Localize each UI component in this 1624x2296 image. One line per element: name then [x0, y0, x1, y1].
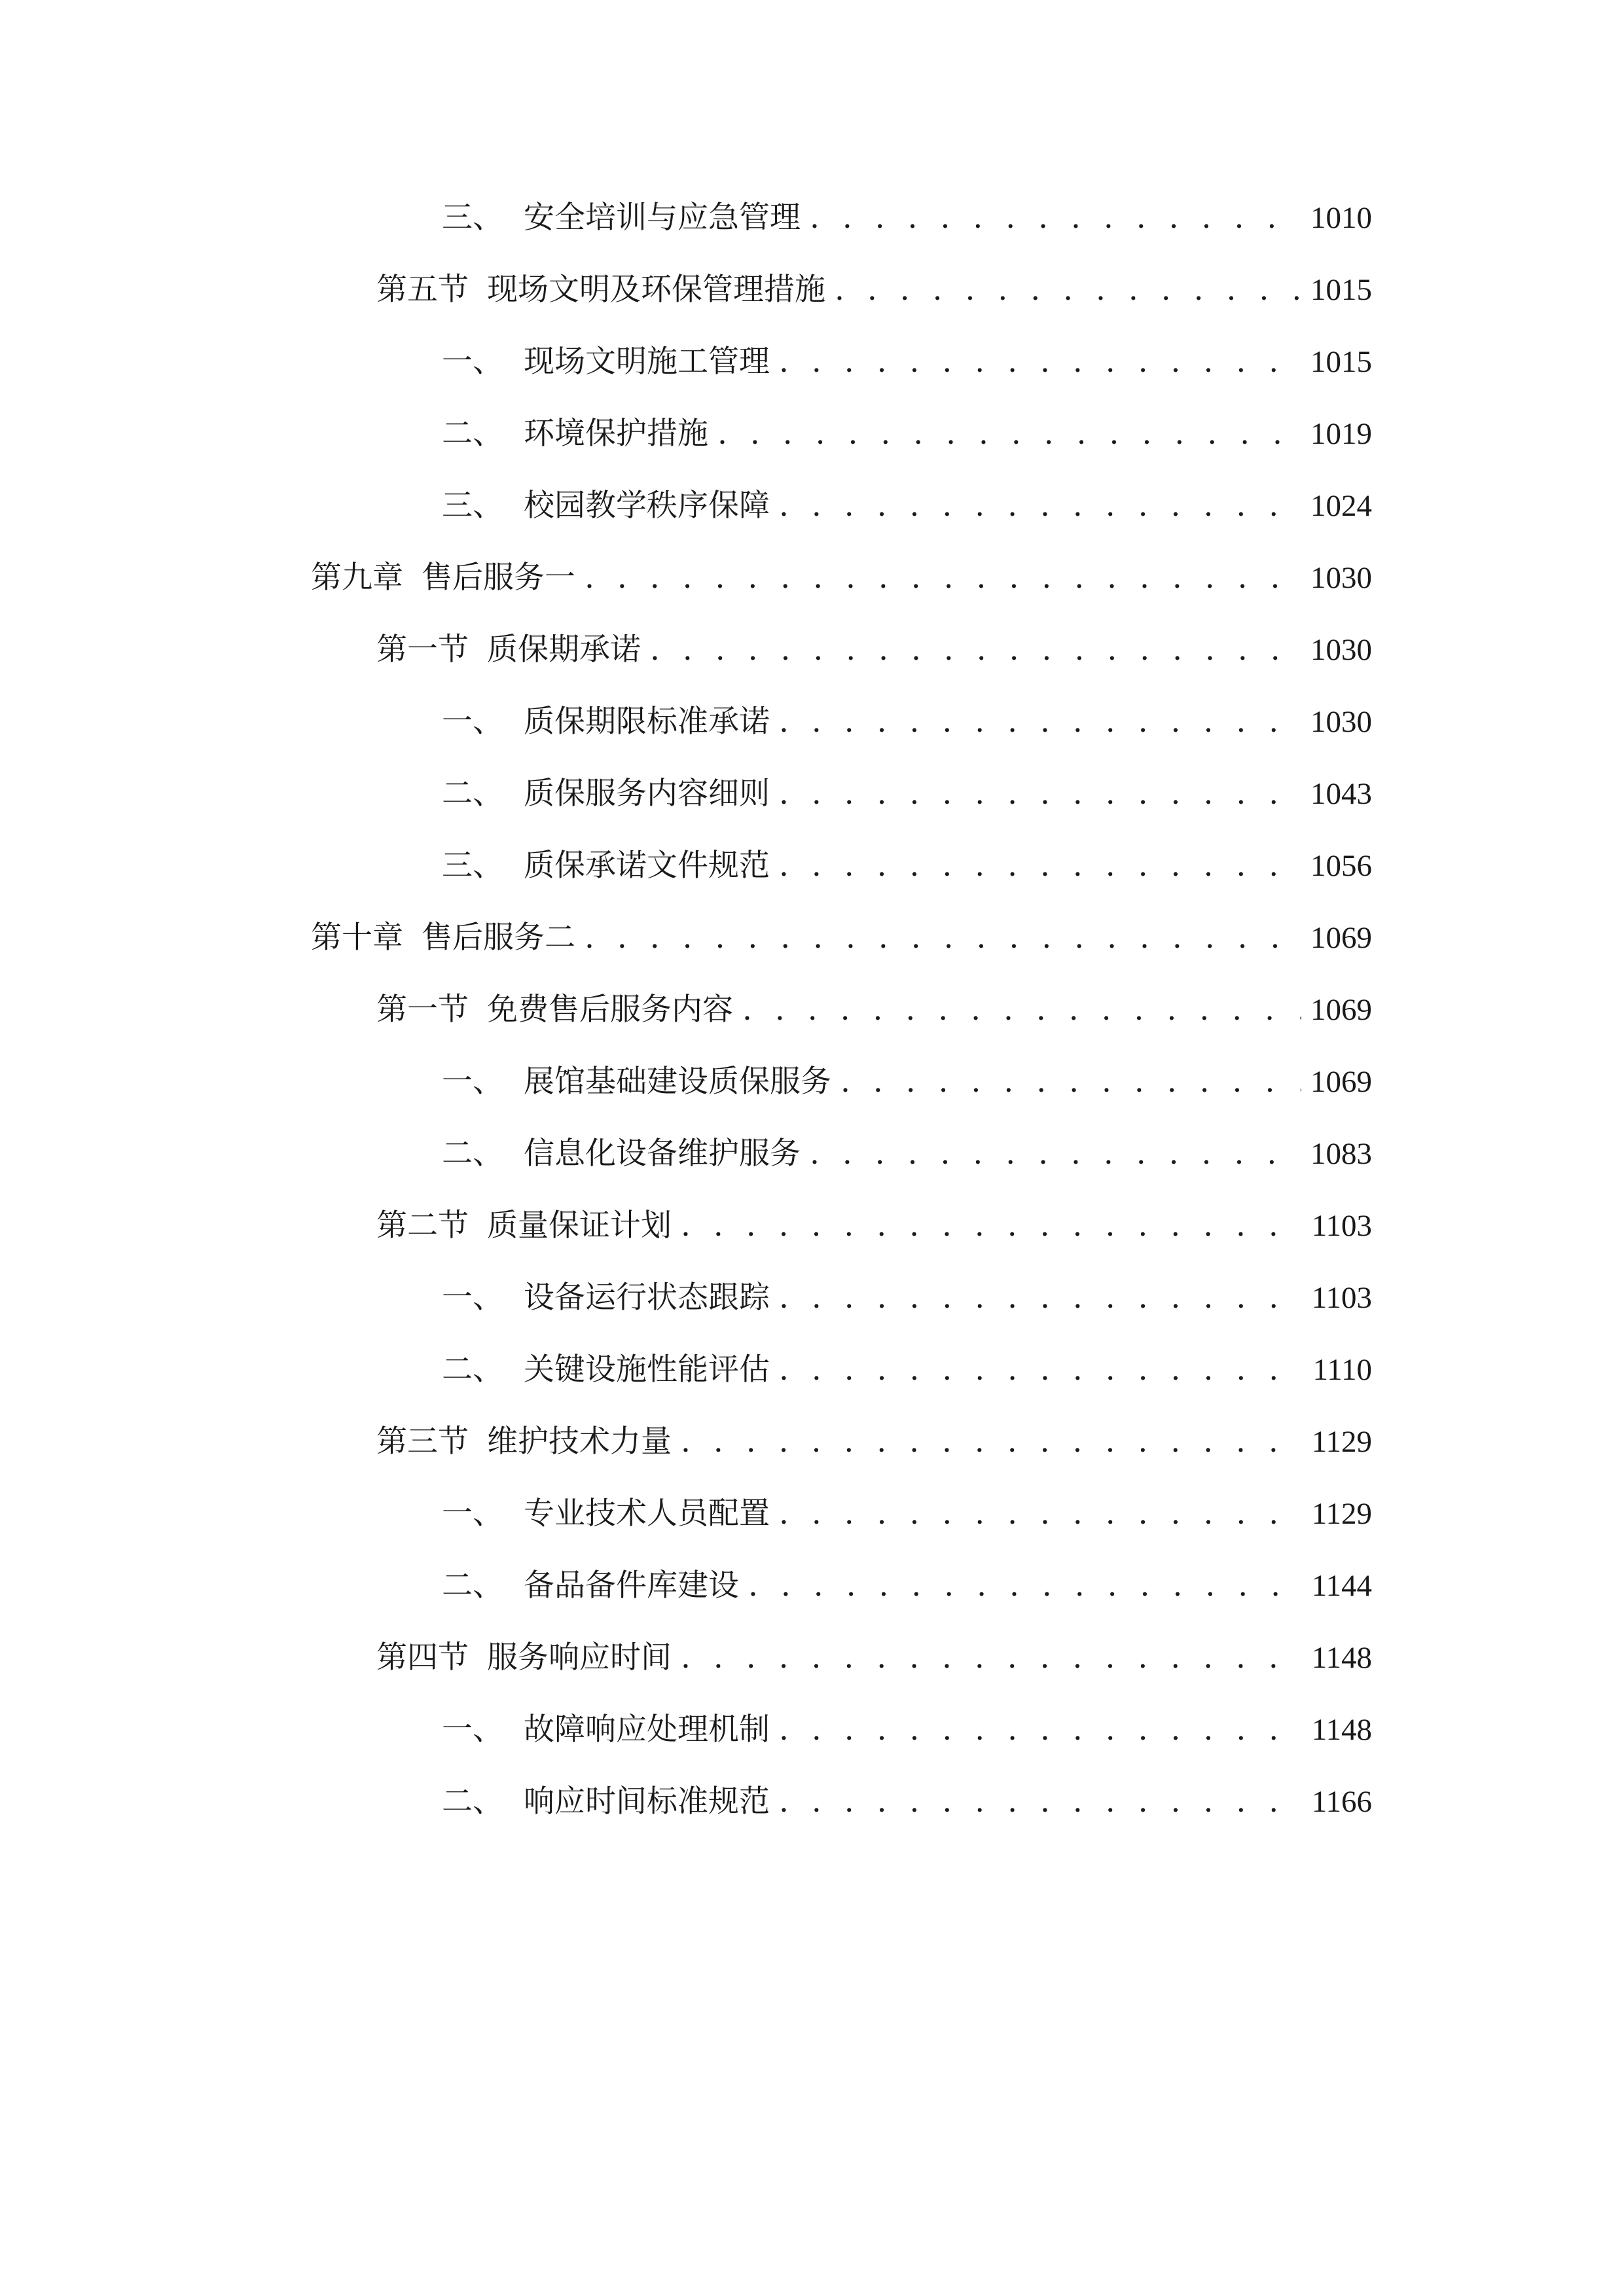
- toc-entry-number: 三、: [442, 488, 503, 524]
- toc-dot-leader: [681, 1632, 1303, 1684]
- toc-entry-page: 1024: [1310, 489, 1372, 523]
- toc-dot-leader: [681, 1200, 1303, 1252]
- toc-entry[interactable]: [442, 408, 1372, 460]
- toc-entry-title: 信息化设备维护服务: [524, 1136, 801, 1172]
- toc-entry-title: 响应时间标准规范: [524, 1784, 770, 1820]
- toc-entry[interactable]: [442, 1272, 1372, 1324]
- toc-entry[interactable]: [376, 1632, 1372, 1684]
- toc-entry-number: 二、: [442, 1568, 503, 1604]
- toc-dot-leader: [810, 192, 1301, 244]
- toc-entry-title: 质量保证计划: [487, 1208, 672, 1244]
- toc-entry-title: 备品备件库建设: [524, 1568, 739, 1604]
- toc-entry-title: 维护技术力量: [487, 1424, 672, 1460]
- toc-entry-number: 二、: [442, 1352, 503, 1388]
- toc-entry-title: 环境保护措施: [524, 416, 708, 452]
- toc-entry-number: 第一节: [376, 632, 469, 668]
- toc-entry-page: 1166: [1311, 1785, 1372, 1819]
- toc-dot-leader: [779, 696, 1301, 748]
- toc-entry-page: 1144: [1311, 1569, 1372, 1603]
- toc-entry-number: 第九章: [311, 560, 403, 596]
- toc-dot-leader: [585, 912, 1301, 964]
- toc-dot-leader: [835, 264, 1301, 316]
- toc-dot-leader: [748, 1560, 1303, 1612]
- toc-entry-page: 1069: [1310, 993, 1372, 1027]
- toc-entry-number: 二、: [442, 1136, 503, 1172]
- toc-entry[interactable]: [376, 1200, 1372, 1252]
- toc-entry[interactable]: [442, 1056, 1372, 1108]
- toc-entry-number: 一、: [442, 704, 503, 740]
- toc-dot-leader: [779, 768, 1301, 820]
- toc-entry-page: 1069: [1310, 1065, 1372, 1099]
- toc-entry[interactable]: [442, 1128, 1372, 1180]
- toc-entry-page: 1148: [1311, 1641, 1372, 1675]
- toc-dot-leader: [840, 1056, 1301, 1108]
- toc-entry-title: 质保承诺文件规范: [524, 848, 770, 884]
- toc-entry[interactable]: [311, 912, 1372, 964]
- toc-entry[interactable]: [376, 984, 1372, 1036]
- toc-entry[interactable]: [442, 768, 1372, 820]
- toc-entry[interactable]: [442, 696, 1372, 748]
- toc-entry-number: 一、: [442, 1280, 503, 1316]
- toc-entry-number: 二、: [442, 776, 503, 812]
- toc-entry[interactable]: [442, 1776, 1372, 1828]
- toc-entry-page: 1129: [1311, 1425, 1372, 1459]
- toc-entry-number: 第五节: [376, 272, 469, 308]
- toc-entry-title: 服务响应时间: [487, 1640, 672, 1676]
- toc-dot-leader: [742, 984, 1301, 1036]
- toc-entry-title: 免费售后服务内容: [487, 992, 733, 1028]
- toc-entry-page: 1103: [1311, 1209, 1372, 1243]
- toc-entry-page: 1069: [1310, 921, 1372, 955]
- toc-entry[interactable]: [442, 192, 1372, 244]
- toc-entry-number: 二、: [442, 1784, 503, 1820]
- toc-entry-page: 1148: [1311, 1713, 1372, 1747]
- toc-entry-title: 设备运行状态跟踪: [524, 1280, 770, 1316]
- toc-entry-page: 1030: [1310, 561, 1372, 595]
- toc-dot-leader: [681, 1416, 1303, 1468]
- toc-entry-number: 二、: [442, 416, 503, 452]
- toc-entry[interactable]: [376, 624, 1372, 676]
- toc-entry-title: 售后服务二: [422, 920, 575, 956]
- toc-entry-number: 三、: [442, 200, 503, 236]
- toc-entry[interactable]: [442, 840, 1372, 892]
- toc-entry-number: 第二节: [376, 1208, 469, 1244]
- toc-dot-leader: [779, 840, 1301, 892]
- toc-dot-leader: [779, 1776, 1303, 1828]
- toc-entry-number: 一、: [442, 1712, 503, 1748]
- toc-entry-page: 1015: [1310, 345, 1372, 379]
- toc-entry-number: 一、: [442, 1064, 503, 1100]
- toc-dot-leader: [779, 480, 1301, 532]
- toc-entry-number: 第四节: [376, 1640, 469, 1676]
- toc-entry-page: 1083: [1310, 1137, 1372, 1171]
- toc-entry[interactable]: [376, 264, 1372, 316]
- toc-dot-leader: [650, 624, 1301, 676]
- toc-entry-title: 展馆基础建设质保服务: [524, 1064, 831, 1100]
- toc-entry-number: 第三节: [376, 1424, 469, 1460]
- toc-entry-title: 关键设施性能评估: [524, 1352, 770, 1388]
- toc-entry-number: 第一节: [376, 992, 469, 1028]
- toc-entry-page: 1030: [1310, 633, 1372, 667]
- toc-entry[interactable]: [442, 336, 1372, 388]
- toc-entry-page: 1015: [1310, 273, 1372, 307]
- toc-entry-number: 第十章: [311, 920, 403, 956]
- toc-entry-title: 安全培训与应急管理: [524, 200, 801, 236]
- toc-dot-leader: [810, 1128, 1301, 1180]
- toc-entry-page: 1056: [1310, 849, 1372, 883]
- toc-dot-leader: [779, 1704, 1303, 1756]
- toc-entry[interactable]: [442, 480, 1372, 532]
- toc-entry-page: 1030: [1310, 705, 1372, 739]
- toc-dot-leader: [717, 408, 1301, 460]
- toc-entry-number: 三、: [442, 848, 503, 884]
- toc-entry-title: 售后服务一: [422, 560, 575, 596]
- toc-entry-title: 现场文明施工管理: [524, 344, 770, 380]
- toc-dot-leader: [585, 552, 1301, 604]
- toc-entry-page: 1010: [1310, 201, 1372, 235]
- toc-entry[interactable]: [442, 1488, 1372, 1540]
- toc-entry-title: 质保服务内容细则: [524, 776, 770, 812]
- toc-entry-title: 质保期承诺: [487, 632, 641, 668]
- toc-entry-title: 现场文明及环保管理措施: [487, 272, 825, 308]
- toc-entry-number: 一、: [442, 1496, 503, 1532]
- toc-entry[interactable]: [311, 552, 1372, 604]
- toc-entry[interactable]: [442, 1560, 1372, 1612]
- toc-dot-leader: [779, 1272, 1303, 1324]
- toc-dot-leader: [779, 336, 1301, 388]
- toc-entry-title: 专业技术人员配置: [524, 1496, 770, 1532]
- toc-dot-leader: [779, 1344, 1303, 1396]
- toc-entry[interactable]: [442, 1704, 1372, 1756]
- toc-entry-title: 故障响应处理机制: [524, 1712, 770, 1748]
- toc-entry-number: 一、: [442, 344, 503, 380]
- toc-dot-leader: [779, 1488, 1303, 1540]
- toc-entry-page: 1103: [1311, 1281, 1372, 1315]
- toc-entry-title: 校园教学秩序保障: [524, 488, 770, 524]
- toc-entry[interactable]: [442, 1344, 1372, 1396]
- toc-entry[interactable]: [376, 1416, 1372, 1468]
- toc-entry-page: 1129: [1311, 1497, 1372, 1531]
- toc-entry-title: 质保期限标准承诺: [524, 704, 770, 740]
- toc-entry-page: 1019: [1310, 417, 1372, 451]
- toc-entry-page: 1043: [1310, 777, 1372, 811]
- toc-entry-page: 1110: [1312, 1353, 1372, 1387]
